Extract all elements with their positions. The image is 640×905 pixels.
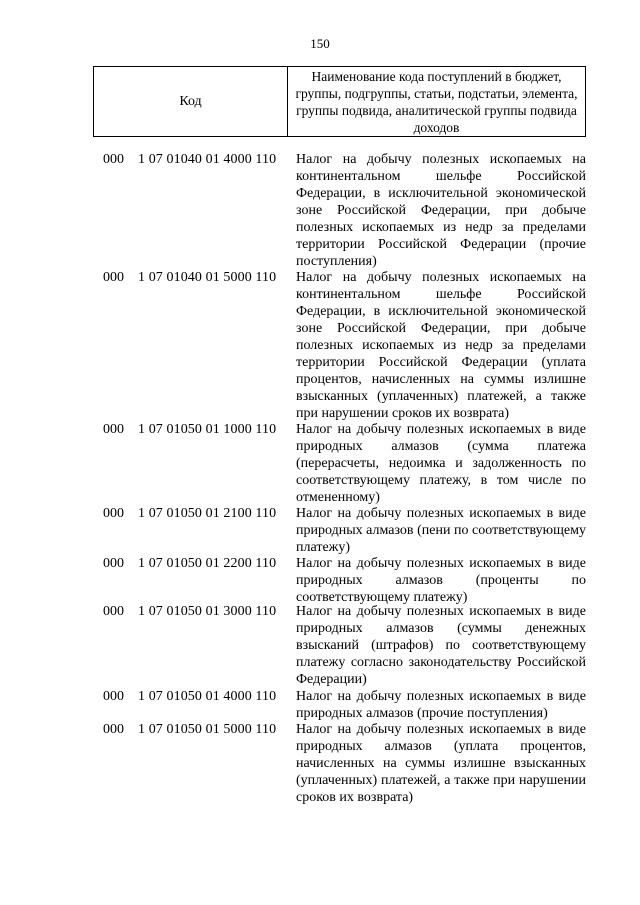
revenue-description: Налог на добычу полезных ископаемых в виде природных алмазов (проценты по соответствующему платежу) — [296, 556, 586, 605]
revenue-description: Налог на добычу полезных ископаемых в виде природных алмазов (сумма платежа (перерасчеты, недоимка и задолженность по соответствующему платежу, в том числе по отмененному) — [296, 422, 586, 505]
header-code-cell: Код — [94, 67, 288, 136]
revenue-description: Налог на добычу полезных ископаемых в виде природных алмазов (пени по соответствующему платежу) — [296, 506, 586, 555]
header-name-cell: Наименование кода поступлений в бюджет, группы, подгруппы, статьи, подстатьи, элемента, группы подвида, аналитической группы подвида доходов — [295, 69, 578, 135]
revenue-code: 1 07 01050 01 5000 110 — [138, 722, 277, 737]
revenue-code: 1 07 01040 01 5000 110 — [138, 270, 277, 285]
revenue-code: 1 07 01050 01 1000 110 — [138, 422, 277, 437]
revenue-code: 1 07 01050 01 2100 110 — [138, 506, 277, 521]
admin-code: 000 — [103, 604, 124, 619]
admin-code: 000 — [103, 270, 124, 285]
admin-code: 000 — [103, 556, 124, 571]
page-number: 150 — [310, 36, 330, 51]
revenue-code: 1 07 01050 01 3000 110 — [138, 604, 277, 619]
revenue-code: 1 07 01040 01 4000 110 — [138, 152, 277, 167]
revenue-description: Налог на добычу полезных ископаемых в виде природных алмазов (суммы денежных взысканий (штрафов) по соответствующему платежу согласно законодательству Российской Федерации) — [296, 604, 586, 687]
table-row — [0, 555, 640, 603]
revenue-code: 1 07 01050 01 4000 110 — [138, 689, 277, 704]
table-body — [0, 151, 640, 807]
table-row — [0, 721, 640, 807]
admin-code: 000 — [103, 152, 124, 167]
table-row — [0, 421, 640, 505]
table-header — [93, 66, 586, 137]
table-row — [0, 603, 640, 688]
table-row — [0, 151, 640, 269]
revenue-description: Налог на добычу полезных ископаемых на континентальном шельфе Российской Федерации, в исключительной экономической зоне Российской Федерации, при добыче полезных ископаемых из недр за пределами территории Российской Федерации (уплата процентов, начисленных на суммы излишне взысканных (уплаченных) платежей, а также при нарушении сроков их возврата) — [296, 270, 586, 421]
table-row — [0, 269, 640, 421]
revenue-description: Налог на добычу полезных ископаемых на континентальном шельфе Российской Федерации, в исключительной экономической зоне Российской Федерации, при добыче полезных ископаемых из недр за пределами территории Российской Федерации (прочие поступления) — [296, 152, 586, 269]
table-row — [0, 688, 640, 721]
revenue-description: Налог на добычу полезных ископаемых в виде природных алмазов (прочие поступления) — [296, 689, 586, 721]
table-row — [0, 505, 640, 555]
revenue-code: 1 07 01050 01 2200 110 — [138, 556, 277, 571]
admin-code: 000 — [103, 722, 124, 737]
admin-code: 000 — [103, 689, 124, 704]
revenue-description: Налог на добычу полезных ископаемых в виде природных алмазов (уплата процентов, начисленных на суммы излишне взысканных (уплаченных) платежей, а также при нарушении сроков их возврата) — [296, 722, 586, 805]
admin-code: 000 — [103, 422, 124, 437]
admin-code: 000 — [103, 506, 124, 521]
